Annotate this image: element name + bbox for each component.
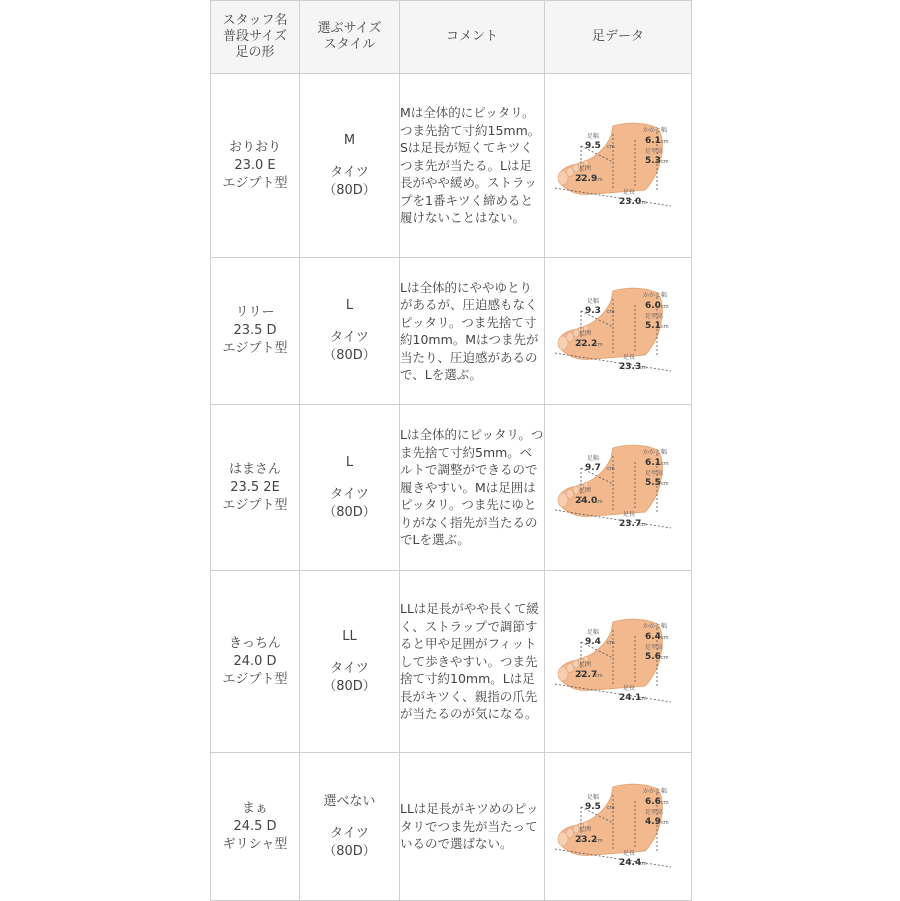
usual-size: 23.5 2E: [230, 479, 280, 495]
staff-cell: [211, 405, 300, 571]
width-value: 9.5: [585, 140, 601, 151]
arch-unit: cm: [661, 819, 669, 826]
length-unit: cm: [639, 695, 647, 702]
style-label: タイツ: [330, 330, 369, 345]
heel-value: 6.1: [645, 135, 661, 146]
staff-name: はまさん: [228, 461, 281, 477]
header-foot-data-label: 足データ: [591, 29, 644, 44]
width-label: 足幅: [587, 132, 600, 140]
usual-size: 23.0 E: [234, 157, 276, 173]
denier-label: （80D）: [323, 843, 376, 859]
comment-cell: [400, 571, 545, 753]
staff-cell: [211, 753, 300, 901]
arch-value: 5.3: [645, 155, 661, 166]
comment-text: Lは全体的にピッタリ。つま先捨て寸約5mm。ベルトで調整ができるので履きやすい。Mは足囲はピッタリ。つま先にゆとりがなく指先が当たるのでLを選ぶ。: [400, 427, 544, 548]
chosen-size: 選べない: [323, 793, 376, 809]
chosen-size: L: [345, 298, 354, 313]
foot-shape: エジプト型: [222, 497, 288, 513]
width-value: 9.7: [585, 462, 601, 473]
heel-unit: cm: [661, 634, 669, 641]
arch-unit: cm: [661, 480, 669, 487]
length-value: 24.4: [619, 857, 642, 868]
style-label: タイツ: [330, 486, 369, 502]
staff-cell: [211, 74, 300, 258]
header-chosen-size: 選ぶサイズ: [317, 21, 382, 36]
usual-size: 23.5 D: [233, 323, 277, 338]
comment-cell: [400, 74, 545, 258]
girth-value: 22.2: [575, 339, 598, 349]
header-style: スタイル: [323, 37, 376, 52]
heel-label: かかと幅: [643, 622, 668, 630]
comment-cell: [400, 405, 545, 571]
length-unit: cm: [639, 365, 647, 371]
foot-data-cell: [545, 405, 692, 571]
arch-value: 5.6: [645, 651, 661, 662]
width-label: 足幅: [587, 298, 600, 305]
arch-label: 足甲高: [645, 147, 664, 155]
heel-label: かかと幅: [643, 448, 668, 456]
denier-label: （80D）: [323, 504, 376, 520]
header-staff: [211, 1, 300, 74]
arch-value: 5.1: [645, 321, 661, 331]
table-row: [211, 571, 692, 753]
heel-value: 6.6: [645, 796, 661, 807]
size-cell: [300, 753, 400, 901]
width-label: 足幅: [587, 454, 600, 462]
chosen-size: LL: [342, 628, 357, 644]
heel-value: 6.1: [645, 457, 661, 468]
arch-unit: cm: [661, 654, 669, 661]
header-staff-name: スタッフ名: [222, 13, 288, 28]
arch-label: 足甲高: [645, 469, 664, 477]
size-cell: [300, 405, 400, 571]
arch-unit: cm: [661, 158, 669, 165]
length-label: 足長: [623, 188, 636, 196]
comment-cell: [400, 753, 545, 901]
table-row: [211, 74, 692, 258]
arch-label: 足甲高: [645, 313, 664, 320]
staff-name: きっちん: [228, 635, 281, 651]
width-unit: cm: [607, 804, 615, 811]
style-label: タイツ: [330, 164, 369, 180]
foot-data-cell: [545, 258, 692, 405]
size-cell: [300, 74, 400, 258]
girth-value: 23.2: [575, 834, 598, 845]
header-foot-data: [545, 1, 692, 74]
heel-value: 6.0: [645, 301, 661, 311]
arch-label: 足甲高: [645, 643, 664, 651]
heel-label: かかと幅: [643, 292, 668, 299]
staff-cell: [211, 571, 300, 753]
girth-unit: cm: [595, 498, 603, 505]
girth-label: 足囲: [579, 660, 592, 668]
girth-label: 足囲: [579, 486, 592, 494]
length-value: 23.3: [619, 362, 642, 372]
length-label: 足長: [623, 510, 636, 518]
width-label: 足幅: [587, 628, 600, 636]
length-label: 足長: [623, 849, 636, 857]
foot-illustration: [553, 120, 683, 212]
chosen-size: M: [343, 132, 356, 148]
width-unit: cm: [607, 639, 615, 646]
denier-label: （80D）: [323, 678, 376, 694]
girth-unit: cm: [595, 672, 603, 679]
header-comment: [400, 1, 545, 74]
foot-shape: ギリシャ型: [222, 836, 288, 852]
header-comment-label: コメント: [445, 29, 498, 44]
header-foot-shape: 足の形: [235, 45, 275, 60]
arch-value: 4.9: [645, 816, 661, 827]
arch-label: 足甲高: [645, 808, 664, 816]
table-header-row: [211, 1, 692, 74]
table-row: [211, 405, 692, 571]
foot-shape: エジプト型: [222, 671, 288, 687]
table-row: [211, 753, 692, 901]
girth-value: 22.7: [575, 669, 598, 680]
heel-unit: cm: [661, 304, 669, 310]
comment-cell: [400, 258, 545, 405]
size-cell: [300, 258, 400, 405]
usual-size: 24.5 D: [233, 818, 277, 834]
arch-unit: cm: [661, 324, 669, 330]
width-value: 9.5: [585, 801, 601, 812]
girth-unit: cm: [595, 342, 603, 348]
denier-label: （80D）: [323, 348, 376, 363]
heel-unit: cm: [661, 138, 669, 145]
comment-text: LLは足長がキツめのピッタリでつま先が当たっているので選ばない。: [400, 801, 539, 852]
length-value: 23.7: [619, 518, 642, 529]
width-unit: cm: [607, 465, 615, 472]
size-cell: [300, 571, 400, 753]
heel-unit: cm: [661, 460, 669, 467]
girth-label: 足囲: [579, 164, 592, 172]
denier-label: （80D）: [323, 182, 376, 198]
length-value: 23.0: [619, 196, 642, 207]
style-label: タイツ: [330, 825, 369, 841]
girth-unit: cm: [595, 176, 603, 183]
length-label: 足長: [623, 354, 636, 361]
foot-illustration: [553, 285, 683, 377]
length-value: 24.1: [619, 692, 642, 703]
width-unit: cm: [607, 143, 615, 150]
girth-label: 足囲: [579, 825, 592, 833]
comment-text: LLは足長がやや長くて緩く、ストラップで調節すると甲や足囲がフィットして歩きやすい。つま先捨て寸約10mm。Lは足長がキツく、親指の爪先が当たるのが気になる。: [400, 601, 539, 722]
length-unit: cm: [639, 199, 647, 206]
foot-data-cell: [545, 74, 692, 258]
comment-text: Mは全体的にピッタリ。つま先捨て寸約15mm。Sは足長が短くてキツくつま先が当たる。Lは足長がやや緩め。ストラップを1番キツく締めると履けないことはない。: [400, 105, 541, 226]
arch-value: 5.5: [645, 477, 661, 488]
heel-value: 6.4: [645, 631, 661, 642]
style-label: タイツ: [330, 660, 369, 676]
width-label: 足幅: [587, 793, 600, 801]
comment-text: Lは全体的にややゆとりがあるが、圧迫感もなくピッタリ。つま先捨て寸約10mm。Mはつま先が当たり、圧迫感があるので、Lを選ぶ。: [400, 279, 539, 382]
girth-label: 足囲: [579, 330, 592, 337]
header-usual-size: 普段サイズ: [223, 29, 287, 44]
heel-label: かかと幅: [643, 787, 668, 795]
staff-name: まぁ: [241, 800, 268, 816]
width-value: 9.3: [585, 306, 601, 316]
girth-unit: cm: [595, 837, 603, 844]
heel-unit: cm: [661, 799, 669, 806]
staff-cell: [211, 258, 300, 405]
heel-label: かかと幅: [643, 126, 668, 134]
length-unit: cm: [639, 860, 647, 867]
chosen-size: L: [345, 454, 354, 470]
girth-value: 22.9: [575, 173, 598, 184]
staff-name: リリー: [235, 305, 275, 320]
foot-data-cell: [545, 571, 692, 753]
usual-size: 24.0 D: [233, 653, 277, 669]
table-row: [211, 258, 692, 405]
foot-illustration: [553, 616, 683, 708]
foot-shape: エジプト型: [222, 341, 288, 356]
width-unit: cm: [607, 309, 615, 315]
foot-illustration: [553, 442, 683, 534]
foot-illustration: [553, 781, 683, 873]
girth-value: 24.0: [575, 495, 598, 506]
size-comparison-table: [210, 0, 692, 901]
length-unit: cm: [639, 521, 647, 528]
header-size: [300, 1, 400, 74]
width-value: 9.4: [585, 636, 601, 647]
length-label: 足長: [623, 684, 636, 692]
foot-shape: エジプト型: [222, 175, 288, 191]
foot-data-cell: [545, 753, 692, 901]
staff-name: おりおり: [228, 139, 281, 155]
